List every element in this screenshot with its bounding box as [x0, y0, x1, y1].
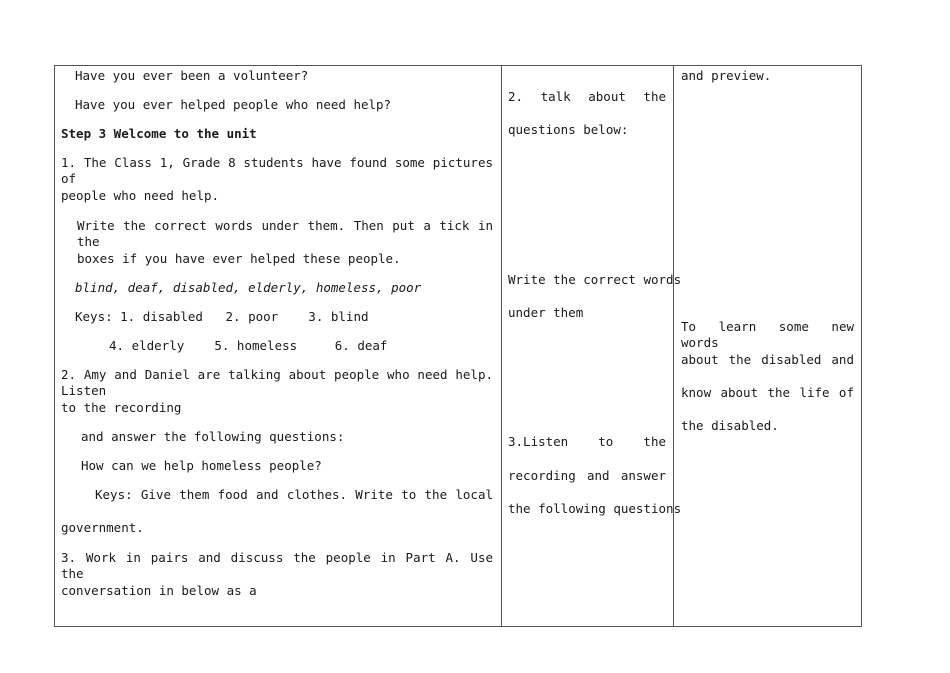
task1-line3: Write the correct words under them. Then put a tick in the [77, 218, 493, 249]
task3-line2: conversation in below as a [61, 583, 257, 598]
question-helped: Have you ever helped people who need help? [75, 97, 392, 112]
activity-write-line2: under them [508, 305, 584, 320]
task2-line3: and answer the following questions: [81, 429, 345, 444]
question-volunteer: Have you ever been a volunteer? [75, 68, 309, 83]
task1-line1: 1. The Class 1, Grade 8 students have found some pictures of [61, 155, 493, 186]
task2-question: How can we help homeless people? [81, 458, 322, 473]
activity-write-line1: Write the correct words [508, 272, 682, 287]
activity3-line1: 3.Listen to the [508, 434, 666, 449]
purpose-line4: the disabled. [681, 418, 779, 433]
procedure-cell [55, 66, 502, 627]
activity2-line1: 2. talk about the [508, 89, 666, 104]
keys-line1: Keys: 1. disabled 2. poor 3. blind [75, 309, 369, 324]
step3-heading: Step 3 Welcome to the unit [61, 126, 257, 141]
student-activity-cell [502, 66, 682, 627]
keys-line2: 4. elderly 5. homeless 6. deaf [109, 338, 388, 353]
purpose-line3: know about the life of [681, 385, 854, 400]
lesson-plan-table [54, 65, 862, 627]
purpose-cell [674, 66, 862, 627]
activity3-line2: recording and answer [508, 468, 666, 483]
purpose-line1: To learn some new words [681, 319, 854, 350]
task2-line2: to the recording [61, 400, 182, 415]
activity2-line2: questions below: [508, 122, 629, 137]
task3-line1: 3. Work in pairs and discuss the people in Part A. Use the [61, 550, 493, 581]
table-row [55, 66, 862, 627]
task2-line1: 2. Amy and Daniel are talking about people who need help. Listen [61, 367, 493, 398]
activity3-line3: the following questions [508, 501, 682, 516]
task2-keys-line1: Keys: Give them food and clothes. Write to the local [95, 487, 493, 502]
purpose-line2: about the disabled and [681, 352, 854, 367]
task2-keys-line2: government. [61, 520, 144, 535]
task1-line4: boxes if you have ever helped these people. [77, 251, 401, 266]
word-list: blind, deaf, disabled, elderly, homeless, poor [75, 280, 422, 295]
preview-text: and preview. [681, 68, 772, 83]
task1-line2: people who need help. [61, 188, 220, 203]
